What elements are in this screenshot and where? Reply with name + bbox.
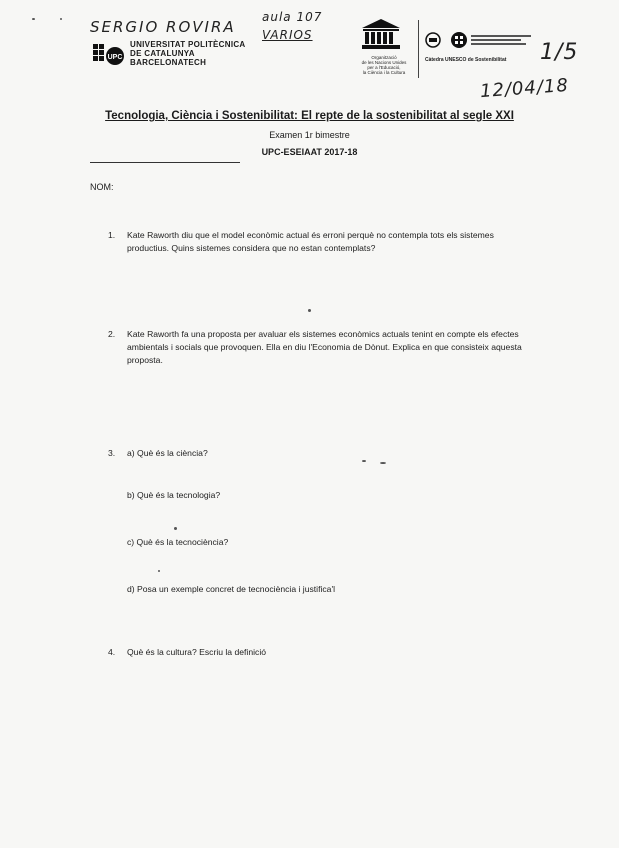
question-text: Kate Raworth fa una proposta per avaluar els sistemes econòmics actuals tenint en compte els efectes ambientals i socials que provoquen. Ella en diu l'Economia de Dònut. Explica en que consisteix aquesta proposta. bbox=[127, 329, 522, 365]
question-part-b: b) Què és la tecnologia? bbox=[127, 490, 221, 500]
unesco-caption-line: per a l'Educació, bbox=[367, 65, 401, 70]
unesco-logo bbox=[360, 18, 402, 50]
scan-speck bbox=[32, 18, 35, 20]
name-label: NOM: bbox=[90, 182, 114, 192]
scan-speck bbox=[362, 460, 366, 462]
unesco-caption-line: de les Nacions Unides bbox=[361, 60, 407, 65]
student-name-handwritten: SERGIO ROVIRA bbox=[90, 18, 236, 36]
question-2 bbox=[0, 328, 619, 373]
question-part-a: a) Què és la ciència? bbox=[127, 448, 208, 458]
date-handwritten: 12/04/18 bbox=[479, 74, 570, 103]
question-3 bbox=[0, 447, 619, 607]
question-1 bbox=[0, 229, 619, 259]
question-4 bbox=[0, 646, 619, 661]
upc-logo bbox=[93, 44, 125, 66]
scan-speck bbox=[308, 309, 311, 312]
exam-period: Examen 1r bimestre bbox=[269, 130, 350, 140]
university-line: BARCELONATECH bbox=[130, 58, 207, 67]
university-line: UNIVERSITAT POLITÈCNICA bbox=[130, 40, 246, 49]
question-number: 4. bbox=[108, 647, 116, 657]
catedra-label: Càtedra UNESCO de Sostenibilitat bbox=[425, 57, 507, 63]
divider-line bbox=[90, 162, 240, 163]
classroom-note-handwritten bbox=[262, 8, 322, 44]
classroom-note-line: aula 107 bbox=[262, 10, 323, 24]
header-divider bbox=[418, 20, 419, 78]
classroom-note-line: VARIOS bbox=[262, 28, 313, 42]
unesco-caption-line: la Ciència i la Cultura bbox=[362, 70, 406, 75]
university-line: DE CATALUNYA bbox=[130, 49, 195, 58]
exam-title: Tecnologia, Ciència i Sostenibilitat: El repte de la sostenibilitat al segle XXI bbox=[105, 110, 514, 122]
question-text: Kate Raworth diu que el model econòmic actual és erroni perquè no contempla tots els sistemes productius. Quins sistemes considera que no estan contemplats? bbox=[127, 230, 494, 253]
scan-speck bbox=[60, 18, 62, 20]
scan-speck bbox=[158, 570, 160, 572]
grade-handwritten: 1/5 bbox=[540, 40, 579, 65]
unesco-caption-line: Organització bbox=[371, 55, 397, 60]
scan-speck bbox=[174, 527, 177, 530]
question-number: 1. bbox=[108, 230, 116, 240]
unesco-caption bbox=[358, 55, 410, 75]
upc-logo-text: UPC bbox=[107, 54, 123, 61]
question-number: 2. bbox=[108, 329, 116, 339]
catedra-logos bbox=[425, 30, 535, 50]
scan-speck bbox=[380, 462, 386, 464]
question-part-c: c) Què és la tecnociència? bbox=[127, 537, 229, 547]
university-name bbox=[130, 40, 246, 67]
question-part-d: d) Posa un exemple concret de tecnociència i justifica'l bbox=[127, 584, 335, 594]
exam-course: UPC-ESEIAAT 2017-18 bbox=[261, 147, 358, 157]
question-number: 3. bbox=[108, 448, 116, 458]
question-text: Què és la cultura? Escriu la definició bbox=[127, 647, 267, 657]
